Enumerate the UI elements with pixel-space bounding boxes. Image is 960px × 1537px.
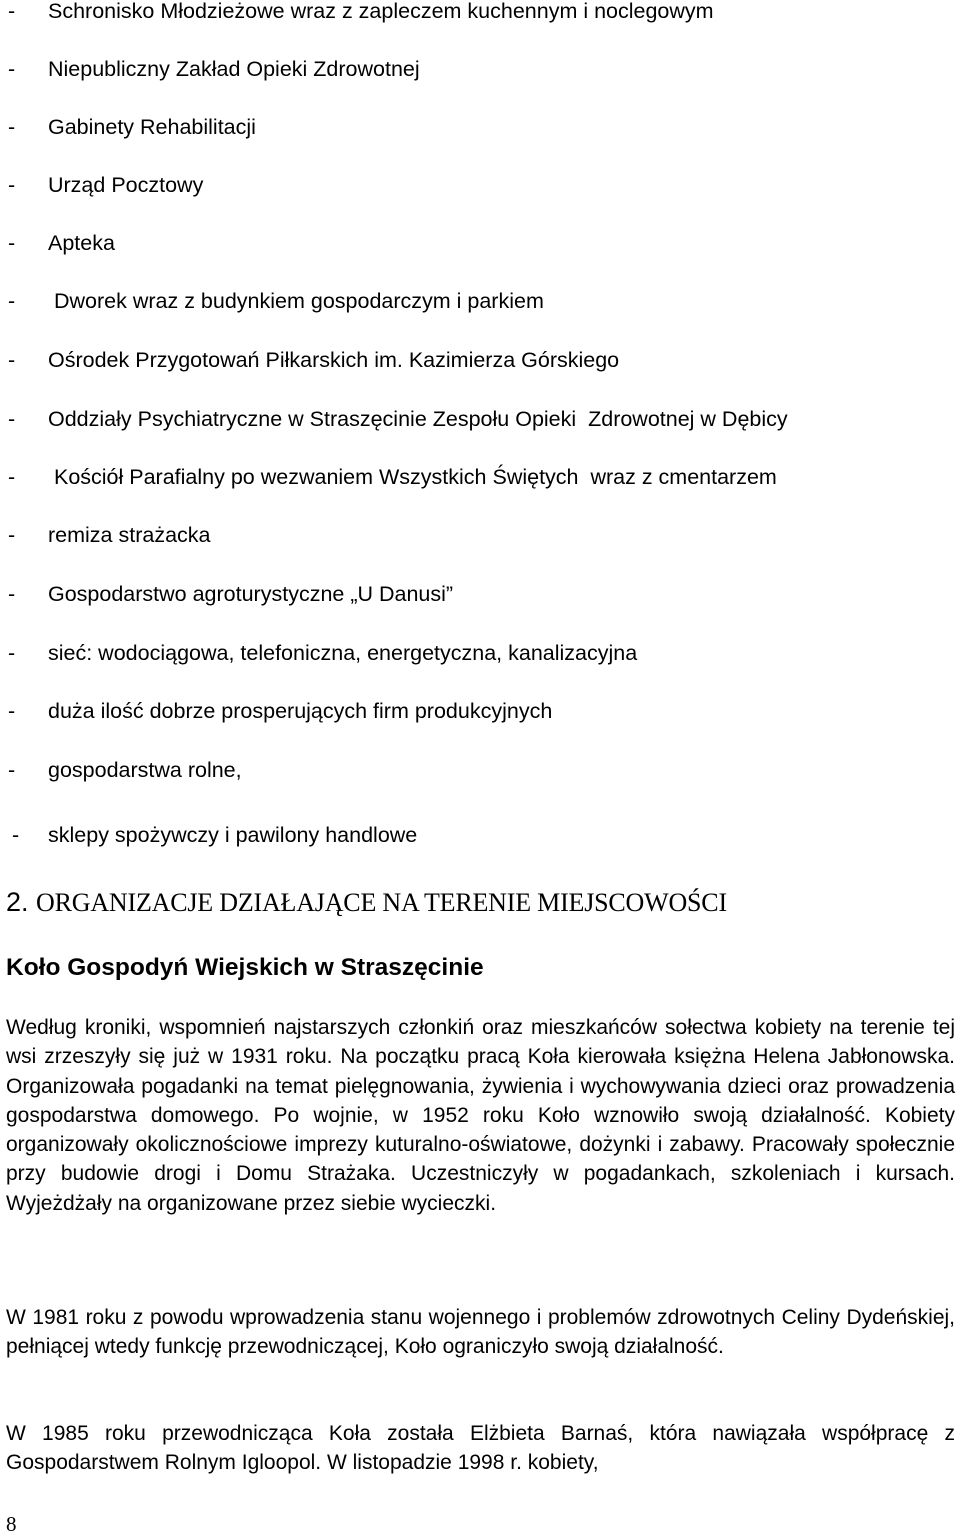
list-dash: - — [8, 0, 16, 23]
paragraph: Według kroniki, wspomnień najstarszych członkiń oraz mieszkańców sołectwa kobiety na terenie tej wsi zrzeszyły się już w 1931 roku. Na początku pracą Koła kierowała księżna Helena Jabłonowska. Organizowała pogadanki na temat pielęgnowania, żywienia i wychowywania dzieci oraz prowadzenia gospodarstwa domowego. Po wojnie, w 1952 roku Koło wznowiło swoją działalność. Kobiety organizowały okolicznościowe imprezy kuturalno-oświatowe, dożynki i zabawy. Pracowały społecznie przy budowie drogi i Domu Strażaka. Uczestniczyły w pogadankach, szkoleniach i kursach. Wyjeżdżały na organizowane przez siebie wycieczki. — [6, 1016, 955, 1215]
list-dash: - — [12, 823, 20, 847]
list-item — [8, 757, 242, 783]
list-item-text: Schronisko Młodzieżowe wraz z zapleczem kuchennym i noclegowym — [48, 0, 714, 23]
list-item — [8, 114, 256, 140]
list-item-text: Niepubliczny Zakład Opieki Zdrowotnej — [48, 57, 420, 81]
list-item-text: Ośrodek Przygotowań Piłkarskich im. Kazimierza Górskiego — [48, 348, 620, 372]
list-dash: - — [8, 465, 16, 489]
list-dash: - — [8, 173, 16, 197]
list-item-text: Oddziały Psychiatryczne w Straszęcinie Zespołu Opieki Zdrowotnej w Dębicy — [48, 407, 788, 431]
list-dash: - — [8, 641, 16, 665]
list-item-text: Apteka — [48, 231, 115, 255]
list-item — [8, 640, 637, 666]
list-dash: - — [8, 523, 16, 547]
list-dash: - — [8, 348, 16, 372]
list-item-text: duża ilość dobrze prosperujących firm produkcyjnych — [48, 699, 553, 723]
list-item-text: sieć: wodociągowa, telefoniczna, energetyczna, kanalizacyjna — [48, 641, 638, 665]
list-dash: - — [8, 582, 16, 606]
list-item-text: Kościół Parafialny po wezwaniem Wszystkich Świętych wraz z cmentarzem — [48, 465, 777, 489]
list-dash: - — [8, 231, 16, 255]
list-item — [8, 698, 552, 724]
paragraph: W 1985 roku przewodnicząca Koła została Elżbieta Barnaś, która nawiązała współpracę z Gospodarstwem Rolnym Igloopol. W listopadzie 1998 r. kobiety, — [6, 1422, 955, 1475]
subsection-heading: Koło Gospodyń Wiejskich w Straszęcinie — [6, 954, 484, 981]
list-dash: - — [8, 699, 16, 723]
list-item-text: gospodarstwa rolne, — [48, 758, 242, 782]
list-dash: - — [8, 57, 16, 81]
list-item — [8, 581, 453, 607]
list-item — [8, 56, 420, 82]
list-item — [8, 347, 619, 373]
list-item-text: sklepy spożywczy i pawilony handlowe — [48, 823, 418, 847]
section-heading — [6, 884, 727, 921]
list-item — [8, 464, 777, 490]
section-number: 2. — [6, 887, 29, 917]
list-dash: - — [8, 115, 16, 139]
paragraph: W 1981 roku z powodu wprowadzenia stanu wojennego i problemów zdrowotnych Celiny Dydeńskiej, pełniącej wtedy funkcję przewodniczącej, Koło ograniczyło swoją działalność. — [6, 1306, 955, 1359]
list-item-text: Dworek wraz z budynkiem gospodarczym i parkiem — [48, 289, 544, 313]
section-title: ORGANIZACJE DZIAŁAJĄCE NA TERENIE MIEJSCOWOŚCI — [36, 888, 727, 917]
list-item — [8, 406, 788, 432]
list-item-text: Urząd Pocztowy — [48, 173, 204, 197]
list-dash: - — [8, 407, 16, 431]
list-item-text: Gabinety Rehabilitacji — [48, 115, 256, 139]
list-dash: - — [8, 758, 16, 782]
list-dash: - — [8, 289, 16, 313]
list-item — [8, 522, 211, 548]
list-item — [8, 230, 115, 256]
page-number: 8 — [6, 1512, 17, 1536]
list-item-text: Gospodarstwo agroturystyczne „U Danusi” — [48, 582, 454, 606]
list-item — [8, 0, 714, 24]
list-item-text: remiza strażacka — [48, 523, 211, 547]
list-item — [8, 172, 203, 198]
list-item — [12, 822, 417, 848]
list-item — [8, 288, 544, 314]
